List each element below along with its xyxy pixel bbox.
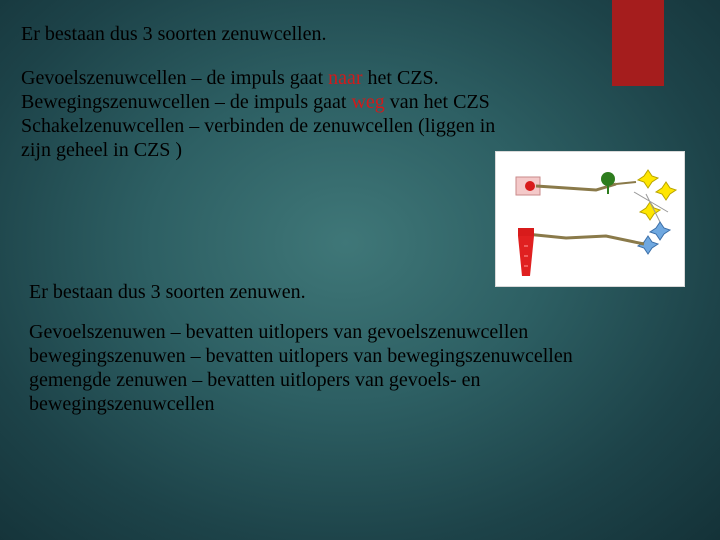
neuron-types-diagram-icon xyxy=(496,152,684,286)
list-item-sensory-nerve: Gevoelszenuwen – bevatten uitlopers van gevoelszenuwcellen xyxy=(29,321,529,343)
highlight-weg: weg xyxy=(351,91,385,113)
nerve-types-list xyxy=(29,320,573,416)
list-item-text: het CZS. xyxy=(362,67,439,89)
list-item-sensory-neuron xyxy=(21,66,495,90)
list-item-motor-neuron xyxy=(21,90,495,114)
neuron-diagram-image xyxy=(495,151,685,287)
list-item-text: Bewegingszenuwcellen – de impuls gaat xyxy=(21,91,352,113)
list-item-mixed-nerve: gemengde zenuwen – bevatten uitlopers van gevoels- en xyxy=(29,369,481,391)
heading-nerve-types: Er bestaan dus 3 soorten zenuwen. xyxy=(29,281,306,303)
highlight-naar: naar xyxy=(328,67,363,89)
list-item-interneuron: Schakelzenuwcellen – verbinden de zenuwcellen (liggen in xyxy=(21,115,496,137)
list-item-motor-nerve: bewegingszenuwen – bevatten uitlopers van bewegingszenuwcellen xyxy=(29,345,573,367)
list-item-interneuron-cont: zijn geheel in CZS ) xyxy=(21,139,183,161)
list-item-mixed-nerve-cont: bewegingszenuwcellen xyxy=(29,393,215,415)
neuron-types-list xyxy=(21,66,495,162)
accent-bar xyxy=(612,0,664,86)
list-item-text: Gevoelszenuwcellen – de impuls gaat xyxy=(21,67,329,89)
list-item-text: van het CZS xyxy=(384,91,490,113)
heading-neuron-types: Er bestaan dus 3 soorten zenuwcellen. xyxy=(21,23,327,45)
